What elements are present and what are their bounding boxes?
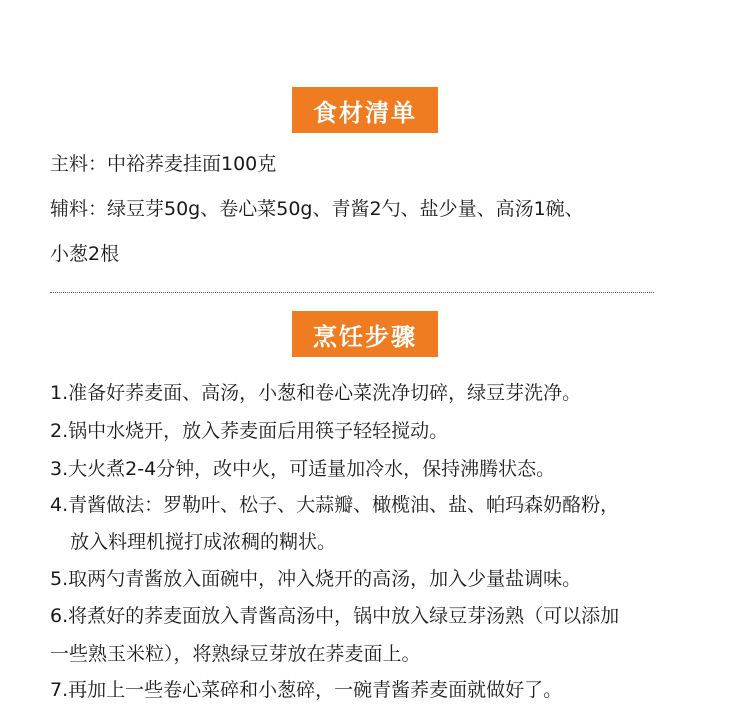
step-line-5: 5.取两勺青酱放入面碗中，冲入烧开的高汤，加入少量盐调味。 [50, 568, 582, 590]
section-divider [50, 292, 654, 293]
step-line-6-continued: 一些熟玉米粒），将熟绿豆芽放在荞麦面上。 [50, 643, 421, 665]
auxiliary-ingredients-line-2: 小葱2根 [50, 243, 120, 265]
step-line-6: 6.将煮好的荞麦面放入青酱高汤中，锅中放入绿豆芽汤熟（可以添加 [50, 605, 620, 627]
ingredients-section-title: 食材清单 [292, 87, 438, 133]
step-line-4: 4.青酱做法：罗勒叶、松子、大蒜瓣、橄榄油、盐、帕玛森奶酪粉， [50, 494, 620, 516]
step-line-7: 7.再加上一些卷心菜碎和小葱碎，一碗青酱荞麦面就做好了。 [50, 679, 563, 701]
step-line-3: 3.大火煮2-4分钟，改中火，可适量加冷水，保持沸腾状态。 [50, 458, 556, 480]
main-ingredient-line: 主料：中裕荞麦挂面100克 [50, 153, 277, 175]
steps-section-title: 烹饪步骤 [292, 311, 438, 357]
step-line-2: 2.锅中水烧开，放入荞麦面后用筷子轻轻搅动。 [50, 420, 449, 442]
step-line-4-continued: 放入料理机搅打成浓稠的糊状。 [70, 531, 337, 553]
step-line-1: 1.准备好荞麦面、高汤，小葱和卷心菜洗净切碎，绿豆芽洗净。 [50, 382, 582, 404]
auxiliary-ingredients-line-1: 辅料：绿豆芽50g、卷心菜50g、青酱2勺、盐少量、高汤1碗、 [50, 198, 584, 220]
